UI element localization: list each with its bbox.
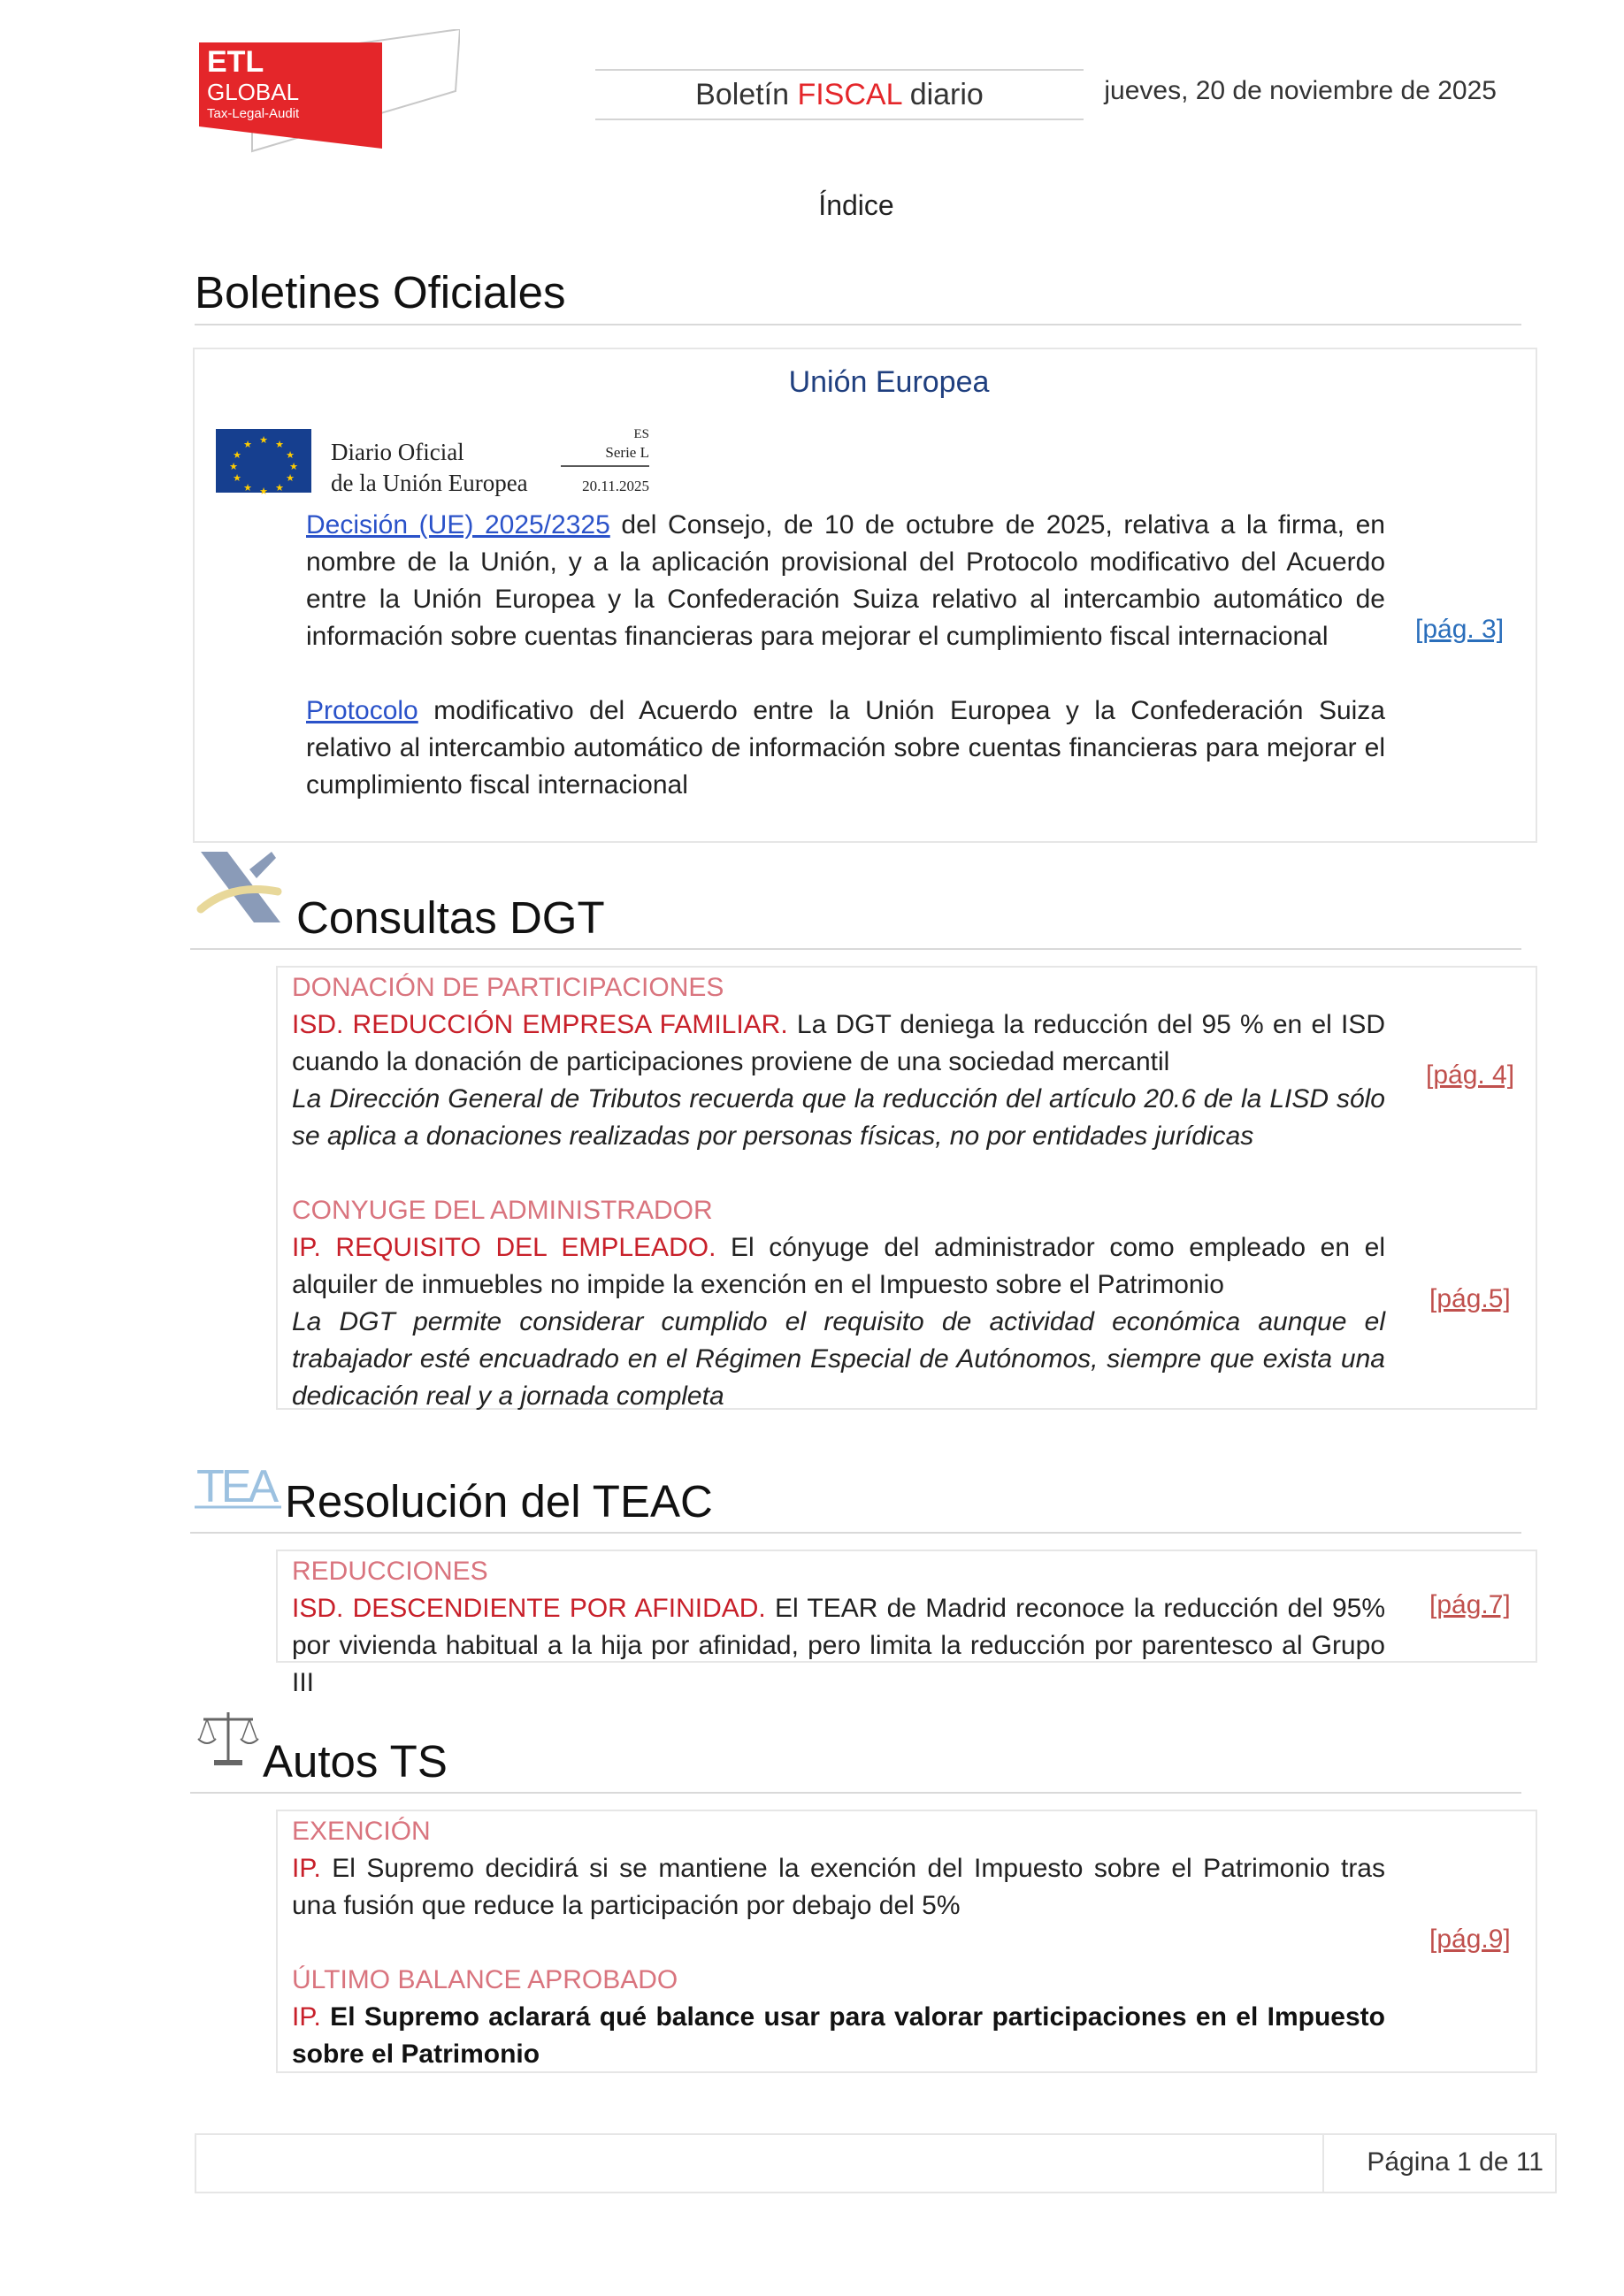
dgt-lead-1: ISD. REDUCCIÓN EMPRESA FAMILIAR. [292, 1010, 788, 1039]
boletines-box [193, 348, 1537, 843]
autos-lead-2: IP. [292, 2002, 321, 2032]
tea-logo-icon [195, 1459, 283, 1512]
autos-text-1: El Supremo decidirá si se mantiene la exención del Impuesto sobre el Patrimonio tras una fusión que reduce la participación por debajo del 5% [292, 1854, 1385, 1920]
svg-text:★: ★ [233, 472, 241, 484]
autos-text-2: El Supremo aclarará qué balance usar para valorar participaciones en el Impuesto sobre el Patrimonio [292, 2002, 1385, 2069]
page-ref-9[interactable]: [pág.9] [1429, 1925, 1511, 1954]
svg-text:★: ★ [259, 434, 268, 446]
svg-text:★: ★ [243, 482, 252, 494]
teac-box [276, 1550, 1537, 1697]
section-rule [190, 948, 1521, 950]
decision-link[interactable]: Decisión (UE) 2025/2325 [306, 510, 610, 540]
section-heading-dgt: Consultas DGT [296, 892, 605, 943]
doue-lang: ES [633, 429, 649, 441]
autos-category-1: EXENCIÓN [292, 1817, 431, 1846]
etl-global-logo [195, 29, 460, 153]
logo-text-mid: GLOBAL [207, 79, 300, 105]
dgt-item-2 [292, 1229, 1385, 1415]
section-heading-boletines: Boletines Oficiales [195, 267, 566, 318]
protocolo-link[interactable]: Protocolo [306, 696, 418, 725]
svg-text:★: ★ [275, 439, 284, 450]
teac-category-1: REDUCCIONES [292, 1557, 488, 1586]
section-rule [195, 324, 1521, 325]
header-date: jueves, 20 de noviembre de 2025 [1104, 76, 1497, 105]
page-ref-5[interactable]: [pág.5] [1429, 1284, 1511, 1313]
dgt-italic-1: La Dirección General de Tributos recuerda que la reducción del artículo 20.6 de la LISD sólo se aplica a donaciones realizadas por personas físicas, no por entidades jurídicas [292, 1084, 1385, 1151]
svg-text:★: ★ [233, 449, 241, 461]
autos-item-2 [292, 1999, 1385, 2073]
section-rule [190, 1792, 1521, 1794]
boletin-item-1 [306, 507, 1385, 655]
svg-text:★: ★ [243, 439, 252, 450]
teac-text-1: El TEAR de Madrid reconoce la reducción del 95% por vivienda habitual a la hija por afinidad, pero limita la reducción por parentesco al Grupo III [292, 1594, 1385, 1697]
logo-text-sub: Tax-Legal-Audit [207, 106, 300, 121]
boletin-item-1-text: del Consejo, de 10 de octubre de 2025, relativa a la firma, en nombre de la Unión, y a la aplicación provisional del Protocolo modificativo del Acuerdo entre la Unión Europea y la Confederación Suiza relativo al intercambio automático de información sobre cuentas financieras para mejorar el cumplimiento fiscal internacional [306, 510, 1385, 651]
logo-text-top: ETL [207, 45, 264, 79]
title-prefix: Boletín [695, 78, 789, 111]
boletin-item-2 [306, 693, 1385, 804]
bulletin-title [595, 69, 1084, 120]
index-label: Índice [818, 189, 894, 221]
dgt-italic-2: La DGT permite considerar cumplido el requisito de actividad económica aunque el trabajador esté encuadrado en el Régimen Especial de Autónomos, siempre que exista una dedicación real y a jornada completa [292, 1307, 1385, 1411]
page-ref-4[interactable]: [pág. 4] [1426, 1060, 1515, 1090]
dgt-text-2: El cónyuge del administrador como empleado en el alquiler de inmuebles no impide la exención en el Impuesto sobre el Patrimonio [292, 1233, 1385, 1299]
page-ref-3[interactable]: [pág. 3] [1415, 615, 1505, 644]
footer-separator [1322, 2133, 1324, 2193]
autos-lead-1: IP. [292, 1854, 321, 1883]
doue-serie: Serie L [605, 444, 649, 461]
page-number: Página 1 de 11 [1367, 2147, 1544, 2177]
scales-of-justice-icon [196, 1707, 260, 1771]
svg-text:★: ★ [275, 482, 284, 494]
svg-text:★: ★ [229, 461, 238, 472]
page-ref-7[interactable]: [pág.7] [1429, 1590, 1511, 1619]
ue-subheading: Unión Europea [788, 365, 990, 399]
doue-line2: de la Unión Europea [331, 470, 528, 496]
section-heading-autos: Autos TS [263, 1736, 448, 1787]
svg-text:★: ★ [286, 449, 295, 461]
agencia-tributaria-icon [196, 847, 285, 927]
dgt-category-1: DONACIÓN DE PARTICIPACIONES [292, 973, 724, 1002]
doue-date: 20.11.2025 [582, 478, 649, 494]
title-suffix: diario [909, 78, 984, 111]
svg-text:★: ★ [289, 461, 298, 472]
boletin-item-2-text: modificativo del Acuerdo entre la Unión Europea y la Confederación Suiza relativo al intercambio automático de información sobre cuentas financieras para mejorar el cumplimiento fiscal internacional [306, 696, 1385, 800]
dgt-box [276, 966, 1537, 1410]
title-fiscal: FISCAL [797, 78, 902, 111]
dgt-category-2: CONYUGE DEL ADMINISTRADOR [292, 1196, 713, 1225]
dgt-lead-2: IP. REQUISITO DEL EMPLEADO. [292, 1233, 716, 1262]
autos-box [276, 1810, 1537, 2073]
doue-logo [216, 429, 658, 500]
svg-text:★: ★ [259, 486, 268, 497]
dgt-item-1 [292, 1006, 1385, 1155]
autos-item-1 [292, 1850, 1385, 1925]
dgt-text-1: La DGT deniega la reducción del 95 % en el ISD cuando la donación de participaciones proviene de una sociedad mercantil [292, 1010, 1385, 1076]
section-rule [190, 1532, 1521, 1534]
autos-category-2: ÚLTIMO BALANCE APROBADO [292, 1965, 678, 1994]
tea-logo-text: TEA [196, 1461, 276, 1512]
teac-lead-1: ISD. DESCENDIENTE POR AFINIDAD. [292, 1594, 766, 1623]
svg-text:★: ★ [286, 472, 295, 484]
section-heading-teac: Resolución del TEAC [285, 1476, 713, 1527]
teac-item-1 [292, 1590, 1385, 1702]
doue-line1: Diario Oficial [331, 439, 464, 465]
